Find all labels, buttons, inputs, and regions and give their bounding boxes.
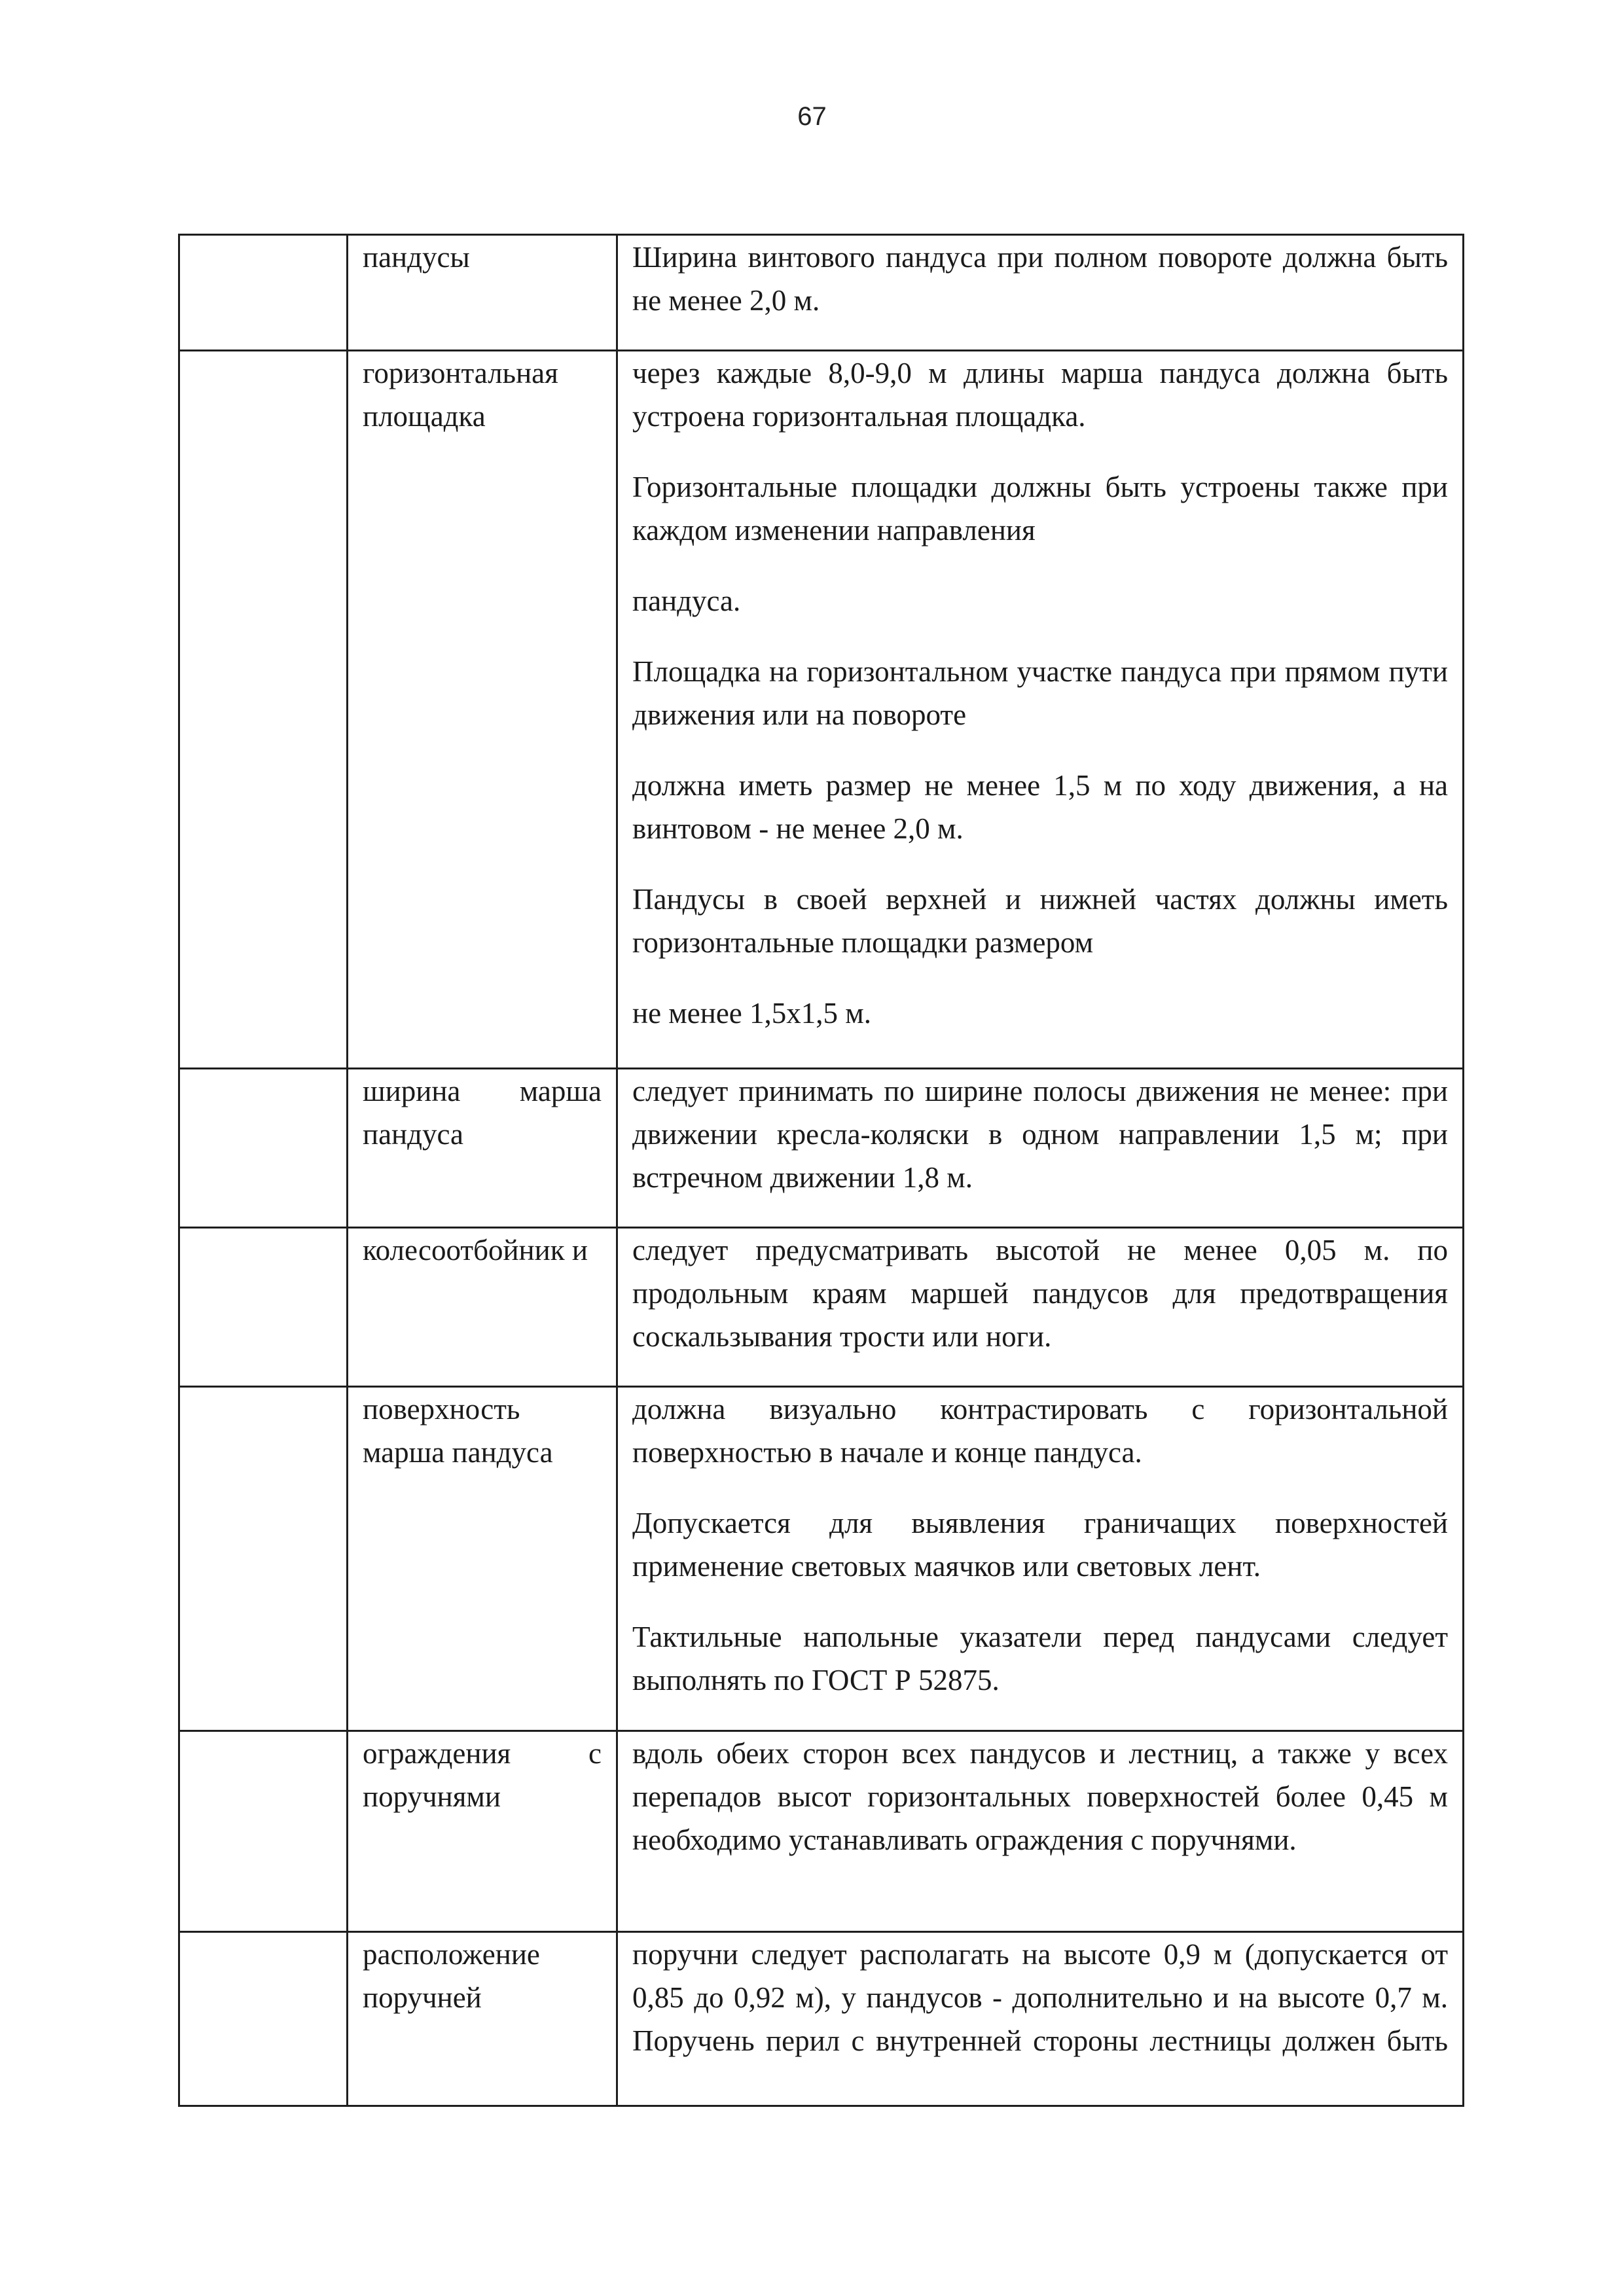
description-paragraph: через каждые 8,0-9,0 м длины марша пандуса должна быть устроена горизонтальная площадка. [632, 357, 1448, 433]
table-row [179, 1069, 1464, 1228]
term-cell [348, 1228, 617, 1387]
term-cell [348, 1387, 617, 1731]
description-paragraph: Ширина винтового пандуса при полном повороте должна быть не менее 2,0 м. [632, 241, 1448, 317]
table-row [179, 1932, 1464, 2106]
description-paragraph: не менее 1,5х1,5 м. [632, 997, 872, 1030]
empty-cell [179, 351, 348, 1069]
description-paragraph: Тактильные напольные указатели перед пандусами следует выполнять по ГОСТ Р 52875. [632, 1621, 1448, 1696]
description-cell [617, 351, 1464, 1069]
term-cell [348, 1731, 617, 1932]
empty-cell [179, 1069, 348, 1228]
term-text: ограждения с поручнями [363, 1737, 602, 1813]
table-row [179, 235, 1464, 351]
term-text: поверхность марша пандуса [363, 1393, 553, 1469]
term-cell [348, 1932, 617, 2106]
term-text: пандусы [363, 241, 470, 274]
empty-cell [179, 235, 348, 351]
description-paragraph: Горизонтальные площадки должны быть устроены также при каждом изменении направления [632, 471, 1448, 547]
description-cell [617, 1731, 1464, 1932]
description-paragraph: Площадка на горизонтальном участке пандуса при прямом пути движения или на повороте [632, 655, 1448, 731]
description-paragraph: поручни следует располагать на высоте 0,9 м (допускается от 0,85 до 0,92 м), у пандусов - дополнительно и на высоте 0,7 м. Поручень перил с внутренней стороны лестницы должен быть [632, 1938, 1448, 2057]
term-cell [348, 351, 617, 1069]
term-text: горизонтальная площадка [363, 357, 558, 433]
description-paragraph: Допускается для выявления граничащих поверхностей применение световых маячков или световых лент. [632, 1507, 1448, 1583]
empty-cell [179, 1932, 348, 2106]
requirements-table [178, 234, 1464, 2107]
description-cell [617, 1932, 1464, 2106]
term-cell [348, 235, 617, 351]
description-paragraph: должна иметь размер не менее 1,5 м по ходу движения, а на винтовом - не менее 2,0 м. [632, 769, 1448, 845]
description-paragraph: должна визуально контрастировать с горизонтальной поверхностью в начале и конце пандуса. [632, 1393, 1448, 1469]
empty-cell [179, 1731, 348, 1932]
table-row [179, 351, 1464, 1069]
empty-cell [179, 1228, 348, 1387]
description-paragraph: следует предусматривать высотой не менее 0,05 м. по продольным краям маршей пандусов для предотвращения соскальзывания трости или ноги. [632, 1234, 1448, 1353]
description-paragraph: Пандусы в своей верхней и нижней частях должны иметь горизонтальные площадки размером [632, 883, 1448, 959]
term-text: колесоотбойник и [363, 1234, 588, 1266]
term-text: расположение поручней [363, 1938, 540, 2014]
description-paragraph: следует принимать по ширине полосы движения не менее: при движении кресла-коляски в одном направлении 1,5 м; при встречном движении 1,8 м. [632, 1075, 1448, 1194]
term-text: ширина марша пандуса [363, 1075, 602, 1151]
description-paragraph: вдоль обеих сторон всех пандусов и лестниц, а также у всех перепадов высот горизонтальных поверхностей более 0,45 м необходимо устанавливать ограждения с поручнями. [632, 1737, 1448, 1856]
table-row [179, 1387, 1464, 1731]
table-row [179, 1228, 1464, 1387]
term-cell [348, 1069, 617, 1228]
table-row [179, 1731, 1464, 1932]
empty-cell [179, 1387, 348, 1731]
description-cell [617, 1069, 1464, 1228]
description-paragraph: пандуса. [632, 584, 741, 617]
description-cell [617, 235, 1464, 351]
description-cell [617, 1228, 1464, 1387]
page-number: 67 [797, 102, 827, 131]
description-cell [617, 1387, 1464, 1731]
